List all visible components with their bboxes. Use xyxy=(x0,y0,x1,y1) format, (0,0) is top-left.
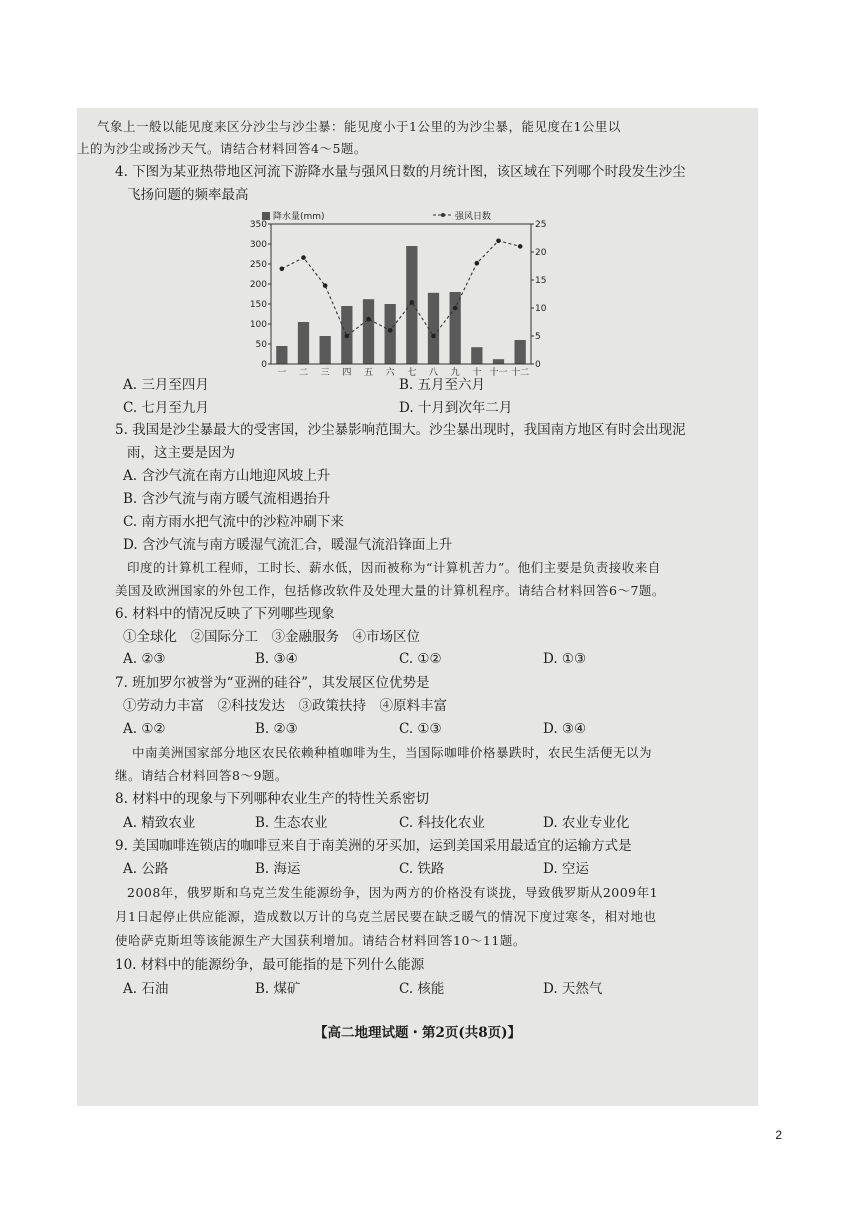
month-label: 八 xyxy=(428,368,439,378)
month-label: 七 xyxy=(407,368,417,378)
intro-text-line: 印度的计算机工程师，工时长、薪水低，因而被称为“计算机苦力”。他们主要是负责接收来自 xyxy=(127,560,661,575)
q9-option-c[interactable]: C. 铁路 xyxy=(399,861,445,877)
wind-days-point xyxy=(280,267,285,272)
q8-option-d[interactable]: D. 农业专业化 xyxy=(543,815,630,831)
month-label: 十一 xyxy=(489,368,508,378)
left-axis-tick-label: 200 xyxy=(249,280,267,290)
question-items-line: ①劳动力丰富 ②科技发达 ③政策扶持 ④原料丰富 xyxy=(123,698,447,714)
question-stem-line: 雨，这主要是因为 xyxy=(127,445,235,461)
q5-option-d[interactable]: D. 含沙气流与南方暖湿气流汇合，暖湿气流沿锋面上升 xyxy=(123,537,453,553)
wind-days-point xyxy=(301,255,306,260)
intro-text-line: 2008年，俄罗斯和乌克兰发生能源纷争，因为两方的价格没有谈拢，导致俄罗斯从2009年1 xyxy=(127,885,659,900)
legend-line-label: 强风日数 xyxy=(455,212,492,222)
month-label: 九 xyxy=(450,368,460,378)
wind-days-point xyxy=(410,300,415,305)
left-axis-tick-label: 250 xyxy=(249,260,267,270)
precipitation-bar xyxy=(276,346,287,364)
precipitation-bar xyxy=(298,322,309,364)
wind-days-point xyxy=(475,261,480,266)
legend-line-marker xyxy=(441,213,445,217)
month-label: 三 xyxy=(320,368,330,378)
right-axis-tick-label: 25 xyxy=(535,220,547,230)
question-stem-line: 5. 我国是沙尘暴最大的受害国，沙尘暴影响范围大。沙尘暴出现时，我国南方地区有时会出现泥 xyxy=(115,422,686,438)
question-stem-line: 10. 材料中的能源纷争，最可能指的是下列什么能源 xyxy=(115,957,425,973)
left-axis-tick-label: 50 xyxy=(255,340,267,350)
scanned-page xyxy=(77,108,758,1106)
left-axis-tick-label: 0 xyxy=(261,360,267,370)
precipitation-bar xyxy=(363,299,374,364)
month-label: 五 xyxy=(363,368,374,378)
question-stem-line: 8. 材料中的现象与下列哪种农业生产的特性关系密切 xyxy=(115,791,430,807)
wind-days-point xyxy=(323,283,328,288)
q10-option-b[interactable]: B. 煤矿 xyxy=(255,981,301,997)
precipitation-bar xyxy=(406,246,417,364)
right-axis-tick-label: 10 xyxy=(535,304,547,314)
month-label: 二 xyxy=(298,368,309,378)
q10-option-c[interactable]: C. 核能 xyxy=(399,981,445,997)
page-footer: 【高二地理试题・第2页(共8页)】 xyxy=(313,1025,522,1041)
wind-days-point xyxy=(388,328,393,333)
q8-option-c[interactable]: C. 科技化农业 xyxy=(399,815,485,831)
intro-text-line: 继。请结合材料回答8～9题。 xyxy=(115,768,288,783)
intro-text-line: 月1日起停止供应能源，造成数以万计的乌克兰居民要在缺乏暖气的情况下度过寒冬，相对地也 xyxy=(115,909,657,924)
q8-option-b[interactable]: B. 生态农业 xyxy=(255,815,328,831)
q5-option-a[interactable]: A. 含沙气流在南方山地迎风坡上升 xyxy=(123,468,331,484)
right-axis-tick-label: 15 xyxy=(535,276,547,286)
q7-option-b[interactable]: B. ②③ xyxy=(255,721,298,737)
legend-bar-label: 降水量(mm) xyxy=(273,212,325,222)
wind-days-point xyxy=(345,334,350,339)
precipitation-bar xyxy=(428,293,439,364)
question-stem-line: 6. 材料中的情况反映了下列哪些现象 xyxy=(115,606,335,622)
precipitation-bar xyxy=(450,292,461,364)
question-items-line: ①全球化 ②国际分工 ③金融服务 ④市场区位 xyxy=(123,629,420,645)
q6-option-a[interactable]: A. ②③ xyxy=(123,651,166,667)
intro-text-line: 气象上一般以能见度来区分沙尘与沙尘暴：能见度小于1公里的为沙尘暴，能见度在1公里以 xyxy=(97,119,621,134)
q4-option-a[interactable]: A. 三月至四月 xyxy=(123,377,209,393)
right-axis-tick-label: 5 xyxy=(535,332,541,342)
intro-text-line: 上的为沙尘或扬沙天气。请结合材料回答4～5题。 xyxy=(77,141,367,156)
precipitation-bar xyxy=(515,340,526,364)
legend-bar-swatch xyxy=(262,212,270,220)
wind-days-line xyxy=(282,241,520,336)
intro-text-line: 美国及欧洲国家的外包工作，包括修改软件及处理大量的计算机程序。请结合材料回答6～7题。 xyxy=(115,583,665,598)
q7-option-c[interactable]: C. ①③ xyxy=(399,721,442,737)
q10-option-d[interactable]: D. 天然气 xyxy=(543,981,603,997)
right-axis-tick-label: 0 xyxy=(535,360,541,370)
month-label: 六 xyxy=(385,368,395,378)
page-number: 2 xyxy=(775,1128,782,1142)
precipitation-bar xyxy=(320,336,331,364)
question-stem-line: 7. 班加罗尔被誉为“亚洲的硅谷”，其发展区位优势是 xyxy=(115,675,430,691)
q5-option-c[interactable]: C. 南方雨水把气流中的沙粒冲刷下来 xyxy=(123,514,344,530)
wind-days-point xyxy=(518,244,523,249)
q9-option-b[interactable]: B. 海运 xyxy=(255,861,301,877)
q10-option-a[interactable]: A. 石油 xyxy=(123,981,169,997)
precipitation-bar xyxy=(493,359,504,364)
month-label: 十 xyxy=(472,368,482,378)
q9-option-d[interactable]: D. 空运 xyxy=(543,861,589,877)
month-label: 十二 xyxy=(511,368,530,378)
wind-days-point xyxy=(496,239,501,244)
plot-frame xyxy=(271,224,531,364)
left-axis-tick-label: 350 xyxy=(249,220,267,230)
q9-option-a[interactable]: A. 公路 xyxy=(123,861,169,877)
wind-days-point xyxy=(431,334,436,339)
precipitation-bar xyxy=(385,304,396,364)
q4-option-b[interactable]: B. 五月至六月 xyxy=(399,377,486,393)
right-axis-tick-label: 20 xyxy=(535,248,547,258)
month-label: 一 xyxy=(277,368,287,378)
question-stem-line: 9. 美国咖啡连锁店的咖啡豆来自于南美洲的牙买加，运到美国采用最适宜的运输方式是 xyxy=(115,838,632,854)
q7-option-d[interactable]: D. ③④ xyxy=(543,721,587,737)
q8-option-a[interactable]: A. 精致农业 xyxy=(123,815,196,831)
q5-option-b[interactable]: B. 含沙气流与南方暖气流相遇抬升 xyxy=(123,491,331,507)
q6-option-c[interactable]: C. ①② xyxy=(399,651,442,667)
month-label: 四 xyxy=(342,368,352,378)
precipitation-bar xyxy=(471,347,482,364)
q6-option-b[interactable]: B. ③④ xyxy=(255,651,298,667)
precipitation-wind-chart xyxy=(247,206,547,386)
q7-option-a[interactable]: A. ①② xyxy=(123,721,166,737)
question-stem-line: 飞扬问题的频率最高 xyxy=(127,187,249,203)
wind-days-point xyxy=(366,317,371,322)
question-stem-line: 4. 下图为某亚热带地区河流下游降水量与强风日数的月统计图，该区域在下列哪个时段发生沙尘 xyxy=(115,164,686,180)
left-axis-tick-label: 100 xyxy=(249,320,267,330)
left-axis-tick-label: 300 xyxy=(249,240,267,250)
q6-option-d[interactable]: D. ①③ xyxy=(543,651,587,667)
q4-option-d[interactable]: D. 十月到次年二月 xyxy=(399,400,513,416)
left-axis-tick-label: 150 xyxy=(249,300,267,310)
q4-option-c[interactable]: C. 七月至九月 xyxy=(123,400,209,416)
intro-text-line: 中南美洲国家部分地区农民依赖种植咖啡为生，当国际咖啡价格暴跌时，农民生活便无以为 xyxy=(132,745,653,760)
wind-days-point xyxy=(453,306,458,311)
intro-text-line: 使哈萨克斯坦等该能源生产大国获利增加。请结合材料回答10～11题。 xyxy=(115,933,526,948)
